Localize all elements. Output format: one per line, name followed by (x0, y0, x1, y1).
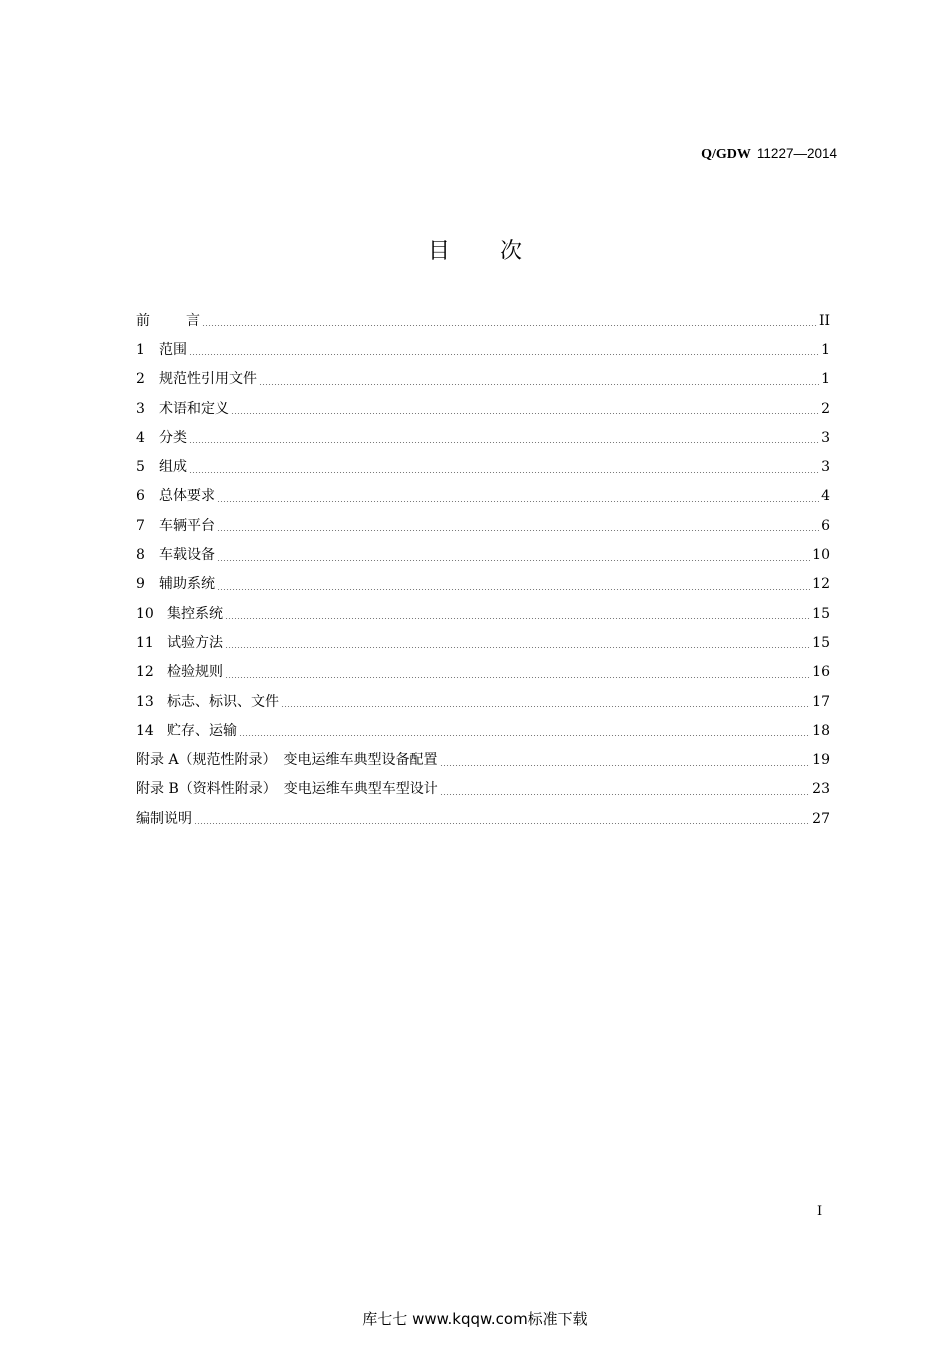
table-of-contents (136, 306, 830, 833)
toc-leader-dots (225, 677, 810, 678)
toc-item-number: 7 (136, 517, 145, 534)
page-number: I (817, 1204, 823, 1219)
standard-number: 11227—2014 (756, 146, 837, 161)
toc-item-compilation-notes[interactable] (136, 804, 830, 833)
toc-item-label: 组成 (159, 459, 187, 476)
toc-page-number: 16 (812, 664, 830, 681)
toc-item-label: 附录 B（资料性附录） 变电运维车典型车型设计 (136, 781, 438, 798)
toc-leader-dots (281, 706, 810, 707)
toc-item-5[interactable] (136, 452, 830, 481)
toc-item-1[interactable] (136, 335, 830, 364)
toc-item-number: 14 (136, 722, 154, 739)
toc-item-number: 9 (136, 576, 145, 593)
toc-item-appendix-b[interactable] (136, 775, 830, 804)
toc-item-number: 12 (136, 664, 154, 681)
toc-item-label: 试验方法 (167, 634, 223, 651)
toc-page-number: 3 (821, 459, 830, 476)
toc-leader-dots (217, 530, 819, 531)
toc-item-label: 分类 (159, 429, 187, 446)
toc-label-part-2: 言 (186, 312, 200, 329)
toc-leader-dots (189, 442, 819, 443)
toc-page-number: 17 (812, 693, 830, 710)
toc-item-number: 2 (136, 371, 145, 388)
standard-code: Q/GDW (701, 147, 751, 162)
toc-item-label: 辅助系统 (159, 576, 215, 593)
toc-page-number: 1 (821, 341, 830, 358)
toc-leader-dots (225, 618, 810, 619)
title-char-1: 目 (427, 239, 450, 264)
toc-page-number: 15 (812, 605, 830, 622)
toc-item-3[interactable] (136, 394, 830, 423)
toc-item-label: 集控系统 (167, 605, 223, 622)
toc-page-number: 23 (812, 781, 830, 798)
toc-item-number: 13 (136, 693, 154, 710)
footer-watermark: 库七七 www.kqqw.com标准下载 (362, 1310, 588, 1328)
toc-item-number: 8 (136, 547, 145, 564)
toc-page-number: 27 (812, 810, 830, 827)
toc-item-4[interactable] (136, 423, 830, 452)
toc-label-part-1: 前 (136, 312, 150, 329)
document-code-header (701, 146, 837, 163)
toc-page-number: 1 (821, 371, 830, 388)
toc-page-number: 2 (821, 400, 830, 417)
toc-leader-dots (239, 735, 810, 736)
toc-item-label: 术语和定义 (159, 400, 229, 417)
toc-item-12[interactable] (136, 658, 830, 687)
toc-leader-dots (440, 794, 810, 795)
toc-item-label: 贮存、运输 (167, 722, 237, 739)
title-char-2: 次 (500, 239, 523, 264)
toc-item-number: 4 (136, 429, 145, 446)
toc-item-label: 车辆平台 (159, 517, 215, 534)
toc-item-2[interactable] (136, 365, 830, 394)
toc-page-number: 4 (821, 488, 830, 505)
page-title (0, 234, 950, 265)
toc-leader-dots (440, 765, 811, 766)
toc-item-13[interactable] (136, 687, 830, 716)
toc-leader-dots (225, 647, 810, 648)
toc-page-number: II (818, 312, 830, 329)
toc-item-appendix-a[interactable] (136, 745, 830, 774)
toc-item-label: 范围 (159, 341, 187, 358)
toc-item-foreword[interactable] (136, 306, 830, 335)
toc-item-label (136, 314, 200, 328)
toc-leader-dots (259, 384, 819, 385)
toc-item-number: 5 (136, 459, 145, 476)
toc-leader-dots (189, 472, 819, 473)
toc-leader-dots (231, 413, 819, 414)
toc-leader-dots (217, 589, 810, 590)
toc-leader-dots (202, 325, 817, 326)
toc-page-number: 12 (812, 576, 830, 593)
toc-item-11[interactable] (136, 628, 830, 657)
toc-leader-dots (194, 823, 810, 824)
toc-page-number: 15 (812, 634, 830, 651)
toc-item-label: 附录 A（规范性附录） 变电运维车典型设备配置 (136, 752, 438, 769)
toc-item-label: 标志、标识、文件 (167, 693, 279, 710)
toc-item-7[interactable] (136, 511, 830, 540)
toc-page-number: 10 (812, 547, 830, 564)
toc-item-number: 11 (136, 634, 154, 651)
toc-item-label: 规范性引用文件 (159, 371, 257, 388)
toc-item-8[interactable] (136, 540, 830, 569)
toc-leader-dots (217, 560, 810, 561)
toc-item-number: 3 (136, 400, 145, 417)
toc-item-label: 车载设备 (159, 547, 215, 564)
toc-item-number: 10 (136, 605, 154, 622)
toc-item-14[interactable] (136, 716, 830, 745)
toc-item-label: 总体要求 (159, 488, 215, 505)
toc-item-label: 编制说明 (136, 810, 192, 827)
toc-item-number: 1 (136, 341, 145, 358)
toc-item-label: 检验规则 (167, 664, 223, 681)
toc-page-number: 3 (821, 429, 830, 446)
toc-leader-dots (217, 501, 819, 502)
toc-item-number: 6 (136, 488, 145, 505)
toc-page-number: 6 (821, 517, 830, 534)
toc-page-number: 18 (812, 722, 830, 739)
toc-item-6[interactable] (136, 482, 830, 511)
toc-item-9[interactable] (136, 570, 830, 599)
toc-leader-dots (189, 354, 819, 355)
toc-item-10[interactable] (136, 599, 830, 628)
toc-page-number: 19 (812, 752, 830, 769)
